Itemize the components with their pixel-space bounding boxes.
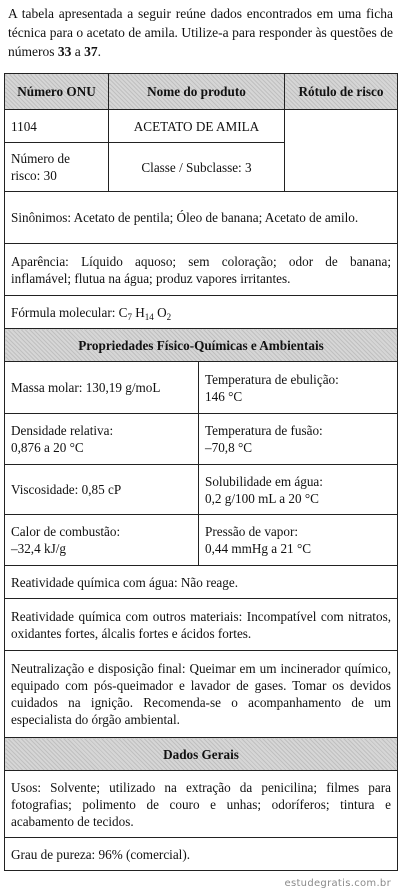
relative-density [5,414,199,465]
formula-row [5,296,398,329]
section-props-title: Propriedades Físico-Químicas e Ambientais [5,329,398,362]
formula-sub-c: 7 [127,311,132,322]
reactivity-water: Reatividade química com água: Não reage. [5,566,398,599]
props-row-2 [5,414,398,465]
formula-sub-h: 14 [144,311,154,322]
boiling-value: 146 °C [205,388,243,404]
combustion-label: Calor de combustão: [11,524,121,539]
section-general-title: Dados Gerais [5,738,398,771]
risk-class: Classe / Subclasse: 3 [109,143,285,192]
formula-o: O [153,304,167,320]
question-start: 33 [57,44,72,59]
melting-label: Temperatura de fusão: [205,423,323,438]
melting-point [199,414,398,465]
molar-mass: Massa molar: 130,19 g/moL [5,362,199,414]
question-end: 37 [84,44,98,59]
formula-label: Fórmula molecular: C [11,304,128,320]
formula-sub-o: 2 [166,311,172,322]
table-header-row [5,74,398,110]
section-props-row [5,329,398,362]
header-onu: Número ONU [5,74,109,110]
reactivity-other-row [5,599,398,651]
appearance: Aparência: Líquido aquoso; sem coloração; odor de banana; inflamável; flutua na água; produz vapores irritantes. [5,244,398,296]
risk-number: Número de risco: 30 [5,143,109,192]
density-value: 0,876 a 20 °C [11,440,84,455]
combustion-value: –32,4 kJ/g [11,541,66,556]
melting-value: –70,8 °C [205,440,253,455]
viscosity: Viscosidade: 0,85 cP [5,465,199,515]
neutralization-row [5,651,398,738]
onu-number: 1104 [5,110,109,143]
neutralization-disposal: Neutralização e disposição final: Queimar em um incinerador químico, equipado com pós-queimador e lavador de gases. Tomar os devidos cuidados na ignição. Recomenda-se o acompanhamento de um especialista do órgão ambiental. [5,651,398,738]
solubility-value: 0,2 g/100 mL a 20 °C [205,490,319,506]
vapor-pressure [199,515,398,566]
section-general-row [5,738,398,771]
intro-paragraph [8,4,393,61]
formula-h: H [131,304,145,320]
header-product-name: Nome do produto [109,74,285,110]
product-row [5,110,398,143]
boiling-point [199,362,398,414]
watermark: estudegratis.com.br [284,878,391,889]
uses: Usos: Solvente; utilizado na extração da penicilina; filmes para fotografias; polimento de couro e unhas; odoríferos; tintura e acabamento de tecidos. [5,771,398,838]
reactivity-water-row [5,566,398,599]
molecular-formula [5,296,398,329]
appearance-row [5,244,398,296]
risk-label-cell [285,110,398,192]
intro-text: A tabela apresentada a seguir reúne dados encontrados em uma ficha técnica para o acetato de amila. Utilize-a para responder às questões de números [8,6,393,59]
props-row-3 [5,465,398,515]
uses-row [5,771,398,838]
density-label: Densidade relativa: [11,423,114,438]
header-risk-label: Rótulo de risco [285,74,398,110]
vapor-label: Pressão de vapor: [205,524,299,539]
vapor-value: 0,44 mmHg a 21 °C [205,541,312,556]
purity-grade: Grau de pureza: 96% (comercial). [5,838,398,871]
props-row-1 [5,362,398,414]
solubility-label: Solubilidade em água: [205,473,323,489]
intro-connector: a [71,44,85,59]
synonyms: Sinônimos: Acetato de pentila; Óleo de banana; Acetato de amilo. [5,192,398,244]
purity-row [5,838,398,871]
boiling-label: Temperatura de ebulição: [205,371,339,387]
water-solubility [199,465,398,515]
intro-period: . [97,44,101,59]
technical-sheet-table [4,73,398,871]
combustion-heat [5,515,199,566]
synonyms-row [5,192,398,244]
product-name: ACETATO DE AMILA [109,110,285,143]
props-row-4 [5,515,398,566]
reactivity-other: Reatividade química com outros materiais: Incompatível com nitratos, oxidantes fortes, álcalis fortes e ácidos fortes. [5,599,398,651]
